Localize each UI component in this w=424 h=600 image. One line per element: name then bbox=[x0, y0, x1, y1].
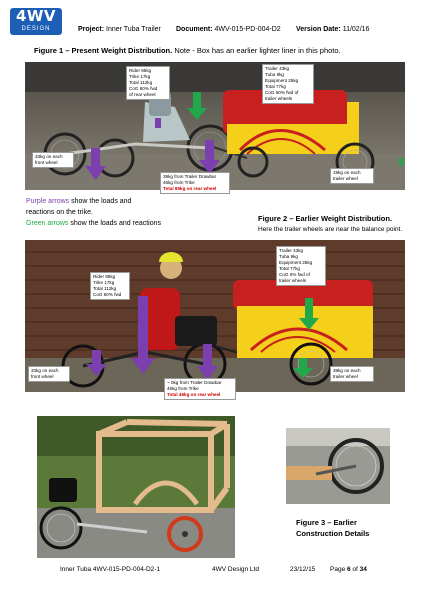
figure2-rider-note: Rider 95kg Trike 17kg Total 112kg CoG 60% fwd bbox=[90, 272, 130, 300]
project-label: Project: bbox=[78, 26, 105, 33]
figure3-caption bbox=[296, 518, 369, 538]
figure3-caption-line1: Figure 3 – Earlier bbox=[296, 518, 357, 527]
purple-arrow-rear-wheel bbox=[197, 344, 218, 380]
figure1-front-wheel-note: 33kg on each front wheel bbox=[32, 152, 74, 168]
figure1-title: Figure 1 – Present Weight Distribution. bbox=[34, 46, 173, 55]
project-value: Inner Tuba Trailer bbox=[106, 26, 161, 33]
figure3-photo-trailer-frame bbox=[37, 416, 235, 558]
purple-arrow-rear-wheel bbox=[199, 140, 220, 174]
figure2-drawbar-total: Total 46kg on rear wheel bbox=[167, 392, 221, 397]
version-value: 11/02/16 bbox=[342, 26, 370, 33]
footer-date: 23/12/15 bbox=[290, 566, 316, 573]
figure2-front-wheel-note: 33kg on each front wheel bbox=[28, 366, 70, 382]
document-label: Document: bbox=[176, 26, 213, 33]
footer-page-total: 34 bbox=[359, 566, 367, 573]
purple-arrow-front-wheel bbox=[85, 148, 106, 180]
figure2-caption bbox=[258, 214, 392, 223]
figure2-trailer-note: Trailer 43kg Tuba 9kg Equipment 25kg Total 77kg CoG 0% fwd of trailer wheels bbox=[276, 246, 326, 286]
footer-page-number: 6 bbox=[347, 566, 351, 573]
logo-main-text: 4WV bbox=[15, 7, 57, 25]
header-document bbox=[176, 26, 281, 33]
figure2-trailer-wheel-note: 38kg on each trailer wheel bbox=[330, 366, 374, 382]
document-value: 4WV-015-PD-004-D2 bbox=[214, 26, 281, 33]
footer-doc: Inner Tuba 4WV-015-PD-004-D2-1 bbox=[60, 566, 161, 573]
figure3-caption-line2: Construction Details bbox=[296, 529, 370, 538]
arrow-legend: Purple arrows show the loads and reactions on the trike. Green arrows show the loads and reactions bbox=[26, 198, 162, 227]
legend-purple-label: Purple arrows bbox=[26, 198, 70, 205]
figure1-drawbar-note: 39kg from Trailer Drawbar 46kg from Trike Total 85kg on rear wheel bbox=[160, 172, 230, 194]
figure1-trailer-note: Trailer 43kg Tuba 9kg Equipment 25kg Total 77kg CoG 50% fwd of trailer wheels bbox=[262, 64, 314, 104]
figure1-drawbar-total: Total 85kg on rear wheel bbox=[163, 186, 217, 191]
header-version bbox=[296, 26, 369, 33]
figure3-photo-hitch-detail bbox=[286, 428, 390, 504]
green-arrow-drawbar bbox=[187, 92, 207, 120]
purple-arrow-front-wheel bbox=[86, 350, 107, 376]
footer-company: 4WV Design Ltd bbox=[212, 566, 259, 573]
figure1-caption bbox=[34, 46, 341, 55]
figure1-note: Note - Box has an earlier lighter liner in this photo. bbox=[174, 46, 341, 55]
figure2-drawbar-note: ~ 0kg from Trailer Drawbar 46kg from Trike Total 46kg on rear wheel bbox=[164, 378, 236, 400]
green-arrow-trailer-wheel bbox=[399, 158, 403, 166]
green-arrow-trailer-wheel bbox=[293, 358, 313, 378]
company-logo bbox=[10, 8, 62, 35]
green-arrow-trailer-load bbox=[299, 298, 319, 330]
footer-page: Page 6 of 34 bbox=[330, 566, 367, 573]
figure1-rider-note: Rider 95kg Trike 17kg Total 112kg CoG 60% fwd of rear wheel bbox=[126, 66, 170, 100]
purple-arrow-rider-cog bbox=[131, 296, 155, 374]
figure2-subtitle: Here the trailer wheels are near the balance point. bbox=[258, 226, 403, 233]
figure1-trailer-wheel-note: 19kg on each trailer wheel bbox=[330, 168, 374, 184]
logo-sub-text: DESIGN bbox=[21, 26, 51, 32]
figure2-title: Figure 2 – Earlier Weight Distribution. bbox=[258, 214, 393, 223]
legend-green-label: Green arrows bbox=[26, 220, 69, 227]
header-project bbox=[78, 26, 161, 33]
purple-arrow-rider-load bbox=[155, 118, 161, 128]
version-label: Version Date: bbox=[296, 26, 341, 33]
